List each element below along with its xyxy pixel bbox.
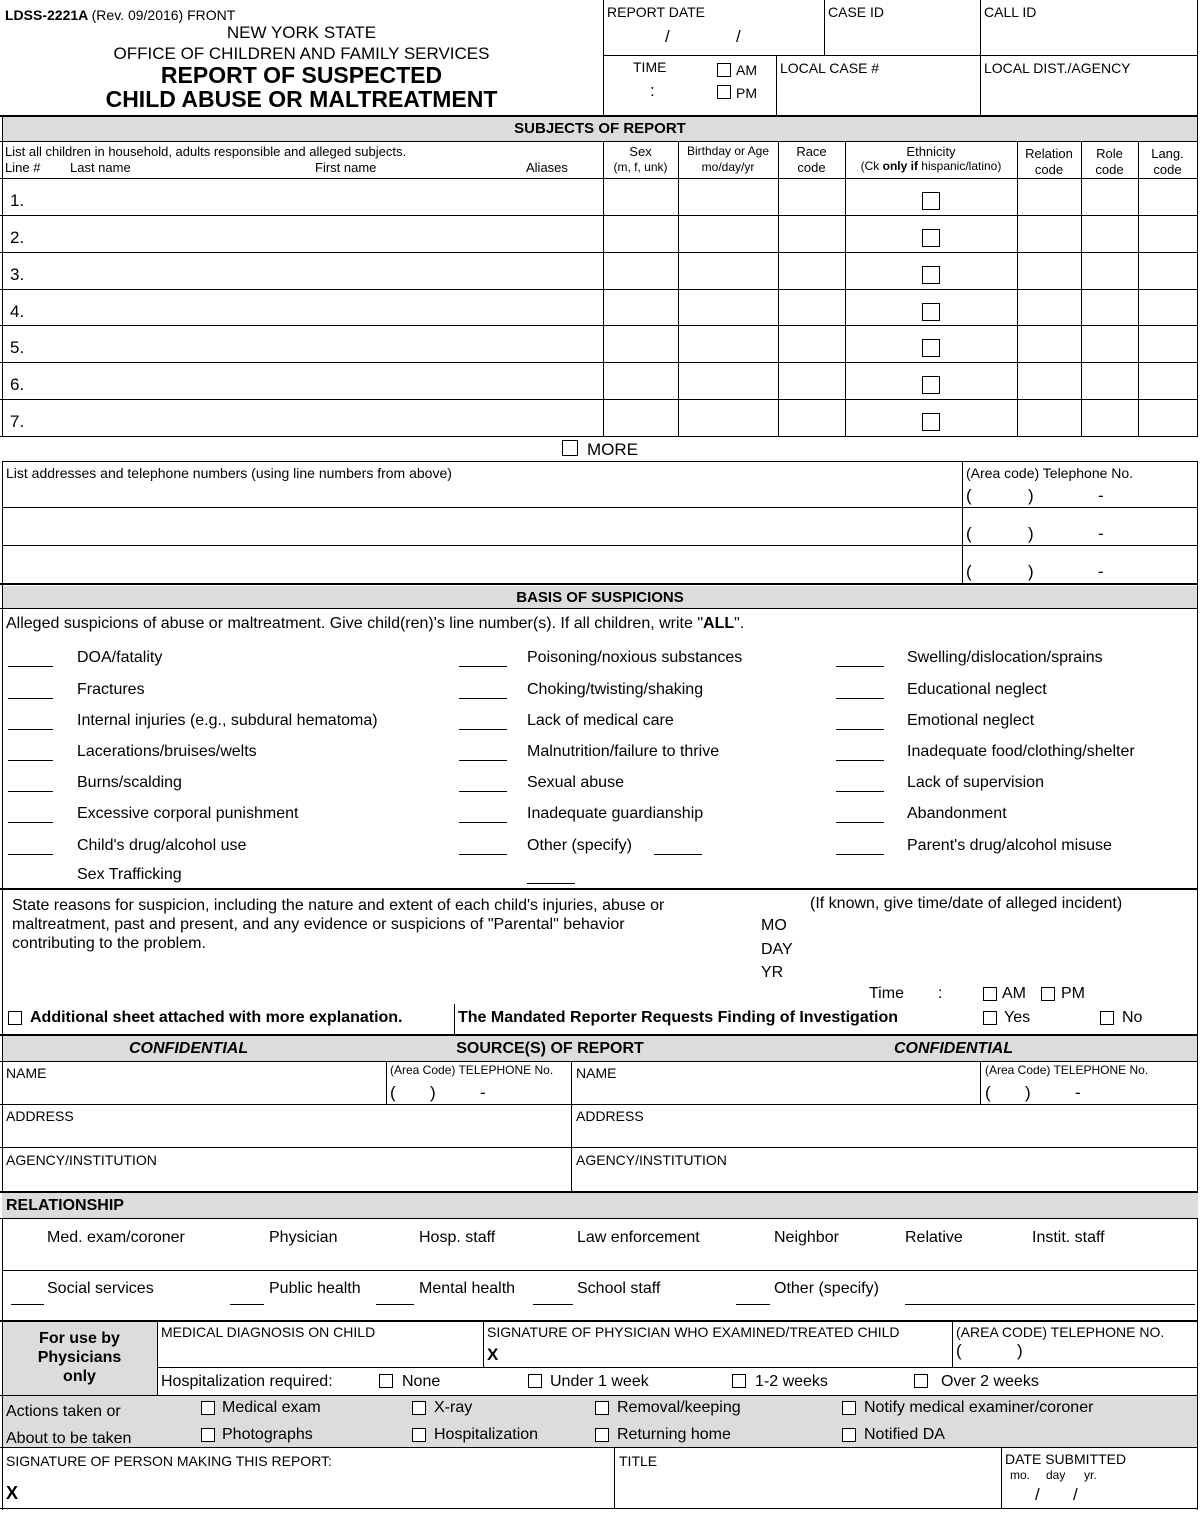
- reporter-signature-label: SIGNATURE OF PERSON MAKING THIS REPORT:: [6, 1453, 332, 1469]
- form-title-line2: CHILD ABUSE OR MALTREATMENT: [105, 86, 498, 112]
- day-label: DAY: [761, 941, 793, 958]
- finding-no-checkbox[interactable]: [1100, 1011, 1114, 1025]
- suspicion-fractures: Fractures: [77, 681, 145, 698]
- relationship-check-blank[interactable]: [736, 1304, 770, 1305]
- suspicion-lacerations-bruises-welts: Lacerations/bruises/welts: [77, 743, 257, 760]
- line-number-blank[interactable]: [836, 854, 884, 855]
- confidential-left: CONFIDENTIAL: [129, 1040, 249, 1057]
- address-phone-dash: -: [1098, 562, 1104, 581]
- medical-diagnosis-field[interactable]: [161, 1342, 479, 1364]
- finding-yes-checkbox[interactable]: [983, 1011, 997, 1025]
- suspicion-other-specify: Other (specify): [527, 837, 632, 854]
- suspicion-burns-scalding: Burns/scalding: [77, 774, 182, 791]
- subject-sex-field[interactable]: [605, 364, 676, 397]
- action-photographs-checkbox[interactable]: [201, 1428, 215, 1442]
- col-ethnicity: Ethnicity: [906, 144, 956, 159]
- line-number-blank[interactable]: [459, 854, 507, 855]
- address-phone-label: (Area code) Telephone No.: [966, 465, 1134, 481]
- line-number-blank[interactable]: [8, 791, 53, 792]
- subject-relation-field[interactable]: [1019, 291, 1079, 324]
- subject-sex-field[interactable]: [605, 401, 676, 434]
- source1-agency-label: AGENCY/INSTITUTION: [6, 1152, 157, 1168]
- incident-time-colon: :: [938, 985, 943, 1002]
- am-label: AM: [736, 62, 757, 78]
- time-label: TIME: [633, 59, 667, 75]
- subject-relation-field[interactable]: [1019, 254, 1079, 287]
- source2-phone-close: ): [1025, 1083, 1031, 1102]
- more-label: MORE: [587, 440, 638, 459]
- incident-date-field[interactable]: [800, 916, 1180, 982]
- reasons-field[interactable]: [8, 955, 748, 1001]
- line-number-blank[interactable]: [8, 760, 53, 761]
- subject-relation-field[interactable]: [1019, 327, 1079, 360]
- source2-phone-open: (: [985, 1083, 991, 1102]
- line-number-blank[interactable]: [459, 822, 507, 823]
- line-number-blank[interactable]: [836, 822, 884, 823]
- address-phone-field[interactable]: [975, 561, 1193, 581]
- actions-label-1: Actions taken or: [6, 1403, 121, 1420]
- address-field[interactable]: [6, 548, 956, 580]
- address-phone-open: (: [966, 562, 972, 581]
- subject-relation-field[interactable]: [1019, 217, 1079, 250]
- col-birthday: Birthday or Age: [686, 144, 770, 158]
- for-use-by-line3: only: [63, 1368, 96, 1385]
- subject-role-field[interactable]: [1083, 401, 1136, 434]
- actions-label-2: About to be taken: [6, 1430, 132, 1447]
- subject-name-field[interactable]: [32, 217, 601, 250]
- physician-signature-x: X: [487, 1345, 499, 1364]
- suspicion-excessive-corporal-punishment: Excessive corporal punishment: [77, 805, 299, 822]
- subject-lang-field[interactable]: [1140, 364, 1195, 397]
- row-divider: [0, 289, 1198, 290]
- hosp-none-label: None: [402, 1373, 441, 1390]
- for-use-by-line1: For use by: [39, 1330, 120, 1347]
- address-phone-open: (: [966, 486, 972, 505]
- subject-lang-field[interactable]: [1140, 254, 1195, 287]
- physician-signature-label: SIGNATURE OF PHYSICIAN WHO EXAMINED/TREATED CHILD: [487, 1324, 900, 1340]
- col-first-name: First name: [315, 160, 377, 175]
- subject-role-field[interactable]: [1083, 180, 1136, 213]
- line-number-blank[interactable]: [8, 822, 53, 823]
- hosp-1-2-weeks-checkbox[interactable]: [732, 1374, 746, 1388]
- subject-race-field[interactable]: [780, 401, 843, 434]
- subjects-instruction: List all children in household, adults responsible and alleged subjects.: [5, 144, 407, 159]
- incident-pm-checkbox[interactable]: [1041, 987, 1055, 1001]
- local-case-label: LOCAL CASE #: [780, 60, 880, 76]
- additional-sheet-checkbox[interactable]: [8, 1011, 22, 1025]
- sources-section-title: SOURCE(S) OF REPORT: [456, 1040, 644, 1057]
- relationship-school-staff[interactable]: School staff: [577, 1280, 661, 1297]
- if-known-label: (If known, give time/date of alleged incident): [810, 895, 1123, 912]
- subject-race-field[interactable]: [780, 180, 843, 213]
- reporter-signature-x: X: [6, 1483, 19, 1503]
- suspicion-parent-s-drug-alcohol-misuse: Parent's drug/alcohol misuse: [907, 837, 1112, 854]
- address-phone-open: (: [966, 524, 972, 543]
- subject-line-number: 5.: [10, 338, 25, 358]
- address-phone-field[interactable]: [975, 523, 1193, 543]
- col-lang: Lang.: [1151, 146, 1184, 161]
- action-photographs-label: Photographs: [222, 1426, 313, 1443]
- subject-birthday-field[interactable]: [680, 217, 776, 250]
- subject-line-number: 7.: [10, 412, 25, 432]
- hospitalization-label: Hospitalization required:: [161, 1373, 333, 1390]
- pm-checkbox[interactable]: [717, 85, 731, 99]
- local-dist-label: LOCAL DIST./AGENCY: [984, 60, 1131, 76]
- local-case-field[interactable]: [780, 78, 976, 112]
- subject-race-field[interactable]: [780, 217, 843, 250]
- call-id-field[interactable]: [984, 22, 1194, 52]
- form-id: LDSS-2221A (Rev. 09/2016) FRONT: [5, 7, 236, 23]
- subject-relation-field[interactable]: [1019, 180, 1079, 213]
- action-removal-keeping-checkbox[interactable]: [595, 1401, 609, 1415]
- subject-birthday-field[interactable]: [680, 364, 776, 397]
- ethnicity-checkbox[interactable]: [922, 266, 940, 284]
- subject-line-number: 6.: [10, 375, 25, 395]
- action-notify-medical-examiner-coroner-label: Notify medical examiner/coroner: [864, 1399, 1094, 1416]
- col-role-sub: code: [1095, 162, 1124, 177]
- subject-name-field[interactable]: [32, 401, 601, 434]
- ethnicity-checkbox[interactable]: [922, 303, 940, 321]
- date-slash-2: /: [736, 27, 741, 46]
- subject-role-field[interactable]: [1083, 327, 1136, 360]
- suspicion-lack-of-medical-care: Lack of medical care: [527, 712, 674, 729]
- physician-phone-close: ): [1017, 1341, 1023, 1360]
- date-submitted-mo: mo.: [1010, 1468, 1031, 1482]
- suspicion-abandonment: Abandonment: [907, 805, 1007, 822]
- col-race: Race: [796, 144, 827, 159]
- relationship-title: RELATIONSHIP: [6, 1197, 124, 1214]
- line-number-blank[interactable]: [8, 698, 53, 699]
- date-submitted-yr: yr.: [1084, 1468, 1097, 1482]
- source2-phone-dash: -: [1075, 1083, 1081, 1102]
- yr-label: YR: [761, 964, 784, 981]
- relationship-other-specify-blank[interactable]: [905, 1304, 1195, 1305]
- suspicion-poisoning-noxious-substances: Poisoning/noxious substances: [527, 649, 743, 666]
- ethnicity-checkbox[interactable]: [922, 339, 940, 357]
- subject-birthday-field[interactable]: [680, 254, 776, 287]
- mandated-reporter-label: The Mandated Reporter Requests Finding of Investigation: [458, 1009, 899, 1026]
- subject-birthday-field[interactable]: [680, 401, 776, 434]
- address-phone-close: ): [1028, 524, 1034, 543]
- subject-role-field[interactable]: [1083, 364, 1136, 397]
- state-name: NEW YORK STATE: [226, 23, 377, 42]
- action-hospitalization-label: Hospitalization: [434, 1426, 539, 1443]
- relationship-mental-health[interactable]: Mental health: [419, 1280, 516, 1297]
- line-number-blank[interactable]: [459, 666, 507, 667]
- action-notified-da-checkbox[interactable]: [842, 1428, 856, 1442]
- physician-signature-field[interactable]: [505, 1342, 948, 1364]
- subject-lang-field[interactable]: [1140, 180, 1195, 213]
- source1-agency-field[interactable]: [6, 1169, 566, 1189]
- relationship-check-blank[interactable]: [230, 1304, 264, 1305]
- date-submitted-label: DATE SUBMITTED: [1005, 1451, 1127, 1467]
- reasons-text-1: State reasons for suspicion, including the nature and extent of each child's injuries, abuse or: [12, 897, 665, 914]
- finding-no-label: No: [1122, 1009, 1143, 1026]
- relationship-check-blank[interactable]: [376, 1304, 414, 1305]
- subject-sex-field[interactable]: [605, 254, 676, 287]
- subject-sex-field[interactable]: [605, 180, 676, 213]
- address-phone-dash: -: [1098, 486, 1104, 505]
- line-number-blank[interactable]: [836, 729, 884, 730]
- relationship-check-blank[interactable]: [11, 1304, 44, 1305]
- subject-name-field[interactable]: [32, 364, 601, 397]
- ethnicity-checkbox[interactable]: [922, 413, 940, 431]
- subject-birthday-field[interactable]: [680, 180, 776, 213]
- confidential-right: CONFIDENTIAL: [894, 1040, 1014, 1057]
- col-relation-sub: code: [1034, 162, 1064, 177]
- subject-birthday-field[interactable]: [680, 291, 776, 324]
- action-hospitalization-checkbox[interactable]: [412, 1428, 426, 1442]
- subject-relation-field[interactable]: [1019, 364, 1079, 397]
- report-date-label: REPORT DATE: [607, 4, 706, 20]
- line-number-blank[interactable]: [8, 729, 53, 730]
- source2-name-field[interactable]: [576, 1082, 976, 1102]
- physician-phone-label: (AREA CODE) TELEPHONE NO.: [956, 1324, 1165, 1340]
- date-submitted-slash-1: /: [1035, 1485, 1040, 1504]
- relationship-other-specify[interactable]: Other (specify): [774, 1280, 879, 1297]
- mo-label: MO: [761, 917, 787, 934]
- subject-name-field[interactable]: [32, 291, 601, 324]
- line-number-blank[interactable]: [459, 729, 507, 730]
- col-sex-sub: (m, f, unk): [613, 160, 668, 174]
- suspicion-choking-twisting-shaking: Choking/twisting/shaking: [527, 681, 704, 698]
- subject-birthday-field[interactable]: [680, 327, 776, 360]
- hosp-over-2-weeks-label: Over 2 weeks: [941, 1373, 1039, 1390]
- subject-sex-field[interactable]: [605, 217, 676, 250]
- hosp-under-1-week-label: Under 1 week: [550, 1373, 649, 1390]
- line-number-blank[interactable]: [836, 698, 884, 699]
- subject-lang-field[interactable]: [1140, 401, 1195, 434]
- source2-agency-label: AGENCY/INSTITUTION: [576, 1152, 727, 1168]
- relationship-hosp-staff[interactable]: Hosp. staff: [419, 1229, 496, 1246]
- source2-name-label: NAME: [576, 1065, 617, 1081]
- address-phone-dash: -: [1098, 524, 1104, 543]
- date-slash-1: /: [665, 27, 670, 46]
- addresses-label: List addresses and telephone numbers (using line numbers from above): [6, 465, 452, 481]
- line-number-blank[interactable]: [459, 791, 507, 792]
- date-submitted-slash-2: /: [1073, 1485, 1078, 1504]
- action-removal-keeping-label: Removal/keeping: [617, 1399, 741, 1416]
- suspicion-sexual-abuse: Sexual abuse: [527, 774, 624, 791]
- line-number-blank[interactable]: [459, 698, 507, 699]
- subject-line-number: 4.: [10, 301, 25, 321]
- source1-address-label: ADDRESS: [6, 1108, 74, 1124]
- subject-lang-field[interactable]: [1140, 217, 1195, 250]
- date-submitted-day: day: [1046, 1468, 1066, 1482]
- subject-race-field[interactable]: [780, 291, 843, 324]
- subject-name-field[interactable]: [32, 327, 601, 360]
- incident-pm-label: PM: [1061, 985, 1085, 1002]
- other-specify-inline-blank[interactable]: [654, 854, 702, 855]
- ethnicity-checkbox[interactable]: [922, 376, 940, 394]
- subject-role-field[interactable]: [1083, 254, 1136, 287]
- ethnicity-checkbox[interactable]: [922, 229, 940, 247]
- col-birthday-sub: mo/day/yr: [701, 160, 755, 174]
- subject-lang-field[interactable]: [1140, 327, 1195, 360]
- form-title-line1: REPORT OF SUSPECTED: [160, 62, 443, 88]
- relationship-check-blank[interactable]: [533, 1304, 573, 1305]
- action-medical-exam-label: Medical exam: [222, 1399, 321, 1416]
- incident-time-label: Time: [869, 985, 904, 1002]
- col-role: Role: [1096, 146, 1123, 161]
- local-dist-field[interactable]: [984, 78, 1194, 112]
- office-name: OFFICE OF CHILDREN AND FAMILY SERVICES: [113, 44, 490, 63]
- subject-role-field[interactable]: [1083, 291, 1136, 324]
- line-number-blank[interactable]: [836, 791, 884, 792]
- line-number-blank[interactable]: [8, 666, 53, 667]
- subject-race-field[interactable]: [780, 327, 843, 360]
- subject-race-field[interactable]: [780, 364, 843, 397]
- subjects-section-title: SUBJECTS OF REPORT: [514, 120, 686, 137]
- action-x-ray-checkbox[interactable]: [412, 1401, 426, 1415]
- medical-diagnosis-label: MEDICAL DIAGNOSIS ON CHILD: [161, 1324, 376, 1340]
- reporter-title-field[interactable]: [619, 1472, 997, 1504]
- address-phone-close: ): [1028, 562, 1034, 581]
- physician-phone-open: (: [956, 1341, 962, 1360]
- subject-lang-field[interactable]: [1140, 291, 1195, 324]
- row-divider: [0, 325, 1198, 326]
- case-id-field[interactable]: [828, 22, 976, 52]
- suspicion-malnutrition-failure-to-thrive: Malnutrition/failure to thrive: [527, 743, 720, 760]
- additional-sheet-label: Additional sheet attached with more explanation.: [30, 1009, 403, 1026]
- action-notify-medical-examiner-coroner-checkbox[interactable]: [842, 1401, 856, 1415]
- reasons-text-2: maltreatment, past and present, and any evidence or suspicions of "Parental" behavior: [12, 916, 625, 933]
- source1-name-label: NAME: [6, 1065, 47, 1081]
- hosp-over-2-weeks-checkbox[interactable]: [914, 1374, 928, 1388]
- reasons-text-3: contributing to the problem.: [12, 935, 206, 952]
- col-relation: Relation: [1025, 146, 1073, 161]
- hosp-under-1-week-checkbox[interactable]: [528, 1374, 542, 1388]
- pm-label: PM: [736, 85, 757, 101]
- reporter-title-label: TITLE: [619, 1453, 658, 1469]
- for-use-by-line2: Physicians: [37, 1349, 122, 1366]
- other-specify-blank[interactable]: [527, 883, 575, 884]
- finding-yes-label: Yes: [1004, 1009, 1031, 1026]
- reporter-signature-field[interactable]: [24, 1472, 610, 1504]
- source1-name-field[interactable]: [6, 1082, 382, 1102]
- suspicion-educational-neglect: Educational neglect: [907, 681, 1047, 698]
- hosp-1-2-weeks-label: 1-2 weeks: [755, 1373, 828, 1390]
- report-date-field[interactable]: [607, 20, 822, 52]
- row-divider: [0, 362, 1198, 363]
- relationship-social-services[interactable]: Social services: [47, 1280, 154, 1297]
- line-number-blank[interactable]: [836, 666, 884, 667]
- line-number-blank[interactable]: [836, 760, 884, 761]
- subject-line-number: 1.: [10, 191, 25, 210]
- relationship-public-health[interactable]: Public health: [269, 1280, 361, 1297]
- suspicion-inadequate-guardianship: Inadequate guardianship: [527, 805, 704, 822]
- subject-name-field[interactable]: [32, 180, 601, 213]
- suspicion-doa-fatality: DOA/fatality: [77, 649, 163, 666]
- action-medical-exam-checkbox[interactable]: [201, 1401, 215, 1415]
- date-submitted-field[interactable]: [1005, 1482, 1195, 1506]
- source2-address-label: ADDRESS: [576, 1108, 644, 1124]
- source2-address-field[interactable]: [576, 1125, 1194, 1145]
- subject-sex-field[interactable]: [605, 291, 676, 324]
- subject-race-field[interactable]: [780, 254, 843, 287]
- ethnicity-checkbox[interactable]: [922, 192, 940, 210]
- subject-role-field[interactable]: [1083, 217, 1136, 250]
- hosp-none-checkbox[interactable]: [379, 1374, 393, 1388]
- subject-relation-field[interactable]: [1019, 401, 1079, 434]
- suspicion-child-s-drug-alcohol-use: Child's drug/alcohol use: [77, 837, 247, 854]
- col-sex: Sex: [629, 144, 652, 159]
- suspicion-lack-of-supervision: Lack of supervision: [907, 774, 1044, 791]
- suspicion-inadequate-food-clothing-shelter: Inadequate food/clothing/shelter: [907, 743, 1135, 760]
- address-field[interactable]: [6, 481, 956, 504]
- call-id-label: CALL ID: [984, 4, 1037, 20]
- source2-phone-label: (Area Code) TELEPHONE No.: [985, 1063, 1149, 1077]
- col-last-name: Last name: [70, 160, 131, 175]
- col-lang-sub: code: [1153, 162, 1182, 177]
- row-divider: [0, 399, 1198, 400]
- relationship-physician[interactable]: Physician: [269, 1229, 338, 1246]
- source1-phone-open: (: [390, 1083, 396, 1102]
- suspicion-emotional-neglect: Emotional neglect: [907, 712, 1035, 729]
- relationship-instit-staff[interactable]: Instit. staff: [1032, 1229, 1105, 1246]
- address-phone-field[interactable]: [975, 485, 1193, 505]
- subject-line-number: 2.: [10, 227, 25, 247]
- source1-address-field[interactable]: [6, 1125, 566, 1145]
- line-number-blank[interactable]: [8, 854, 53, 855]
- col-line: Line #: [5, 160, 41, 175]
- source1-phone-close: ): [430, 1083, 436, 1102]
- row-divider: [0, 215, 1198, 216]
- subject-line-number: 3.: [10, 264, 25, 284]
- am-checkbox[interactable]: [717, 63, 731, 77]
- suspicion-swelling-dislocation-sprains: Swelling/dislocation/sprains: [907, 649, 1103, 666]
- time-colon: :: [650, 81, 655, 100]
- more-checkbox[interactable]: [562, 440, 578, 456]
- relationship-neighbor[interactable]: Neighbor: [774, 1229, 839, 1246]
- col-ethnicity-sub: (Ck only if hispanic/latino): [860, 159, 1002, 173]
- suspicion-sex-trafficking: Sex Trafficking: [77, 866, 182, 883]
- col-race-sub: code: [797, 160, 826, 175]
- basis-instruction: Alleged suspicions of abuse or maltreatment. Give child(ren)'s line number(s). If all children, write "ALL".: [6, 615, 745, 632]
- action-returning-home-checkbox[interactable]: [595, 1428, 609, 1442]
- action-returning-home-label: Returning home: [617, 1426, 731, 1443]
- source2-agency-field[interactable]: [576, 1169, 1194, 1189]
- subject-sex-field[interactable]: [605, 327, 676, 360]
- suspicion-internal-injuries-e-g-subdural-hematoma: Internal injuries (e.g., subdural hematoma): [77, 712, 378, 729]
- subject-name-field[interactable]: [32, 254, 601, 287]
- incident-am-checkbox[interactable]: [983, 987, 997, 1001]
- case-id-label: CASE ID: [828, 4, 885, 20]
- incident-am-label: AM: [1002, 985, 1026, 1002]
- relationship-law-enforcement[interactable]: Law enforcement: [577, 1229, 700, 1246]
- source1-phone-label: (Area Code) TELEPHONE No.: [390, 1063, 554, 1077]
- line-number-blank[interactable]: [459, 760, 507, 761]
- basis-section-title: BASIS OF SUSPICIONS: [516, 589, 684, 606]
- source1-phone-dash: -: [480, 1083, 486, 1102]
- address-field[interactable]: [6, 510, 956, 542]
- address-phone-close: ): [1028, 486, 1034, 505]
- relationship-med-exam-coroner[interactable]: Med. exam/coroner: [47, 1229, 185, 1246]
- row-divider: [0, 252, 1198, 253]
- relationship-relative[interactable]: Relative: [905, 1229, 963, 1246]
- action-x-ray-label: X-ray: [434, 1399, 473, 1416]
- col-aliases: Aliases: [526, 160, 568, 175]
- action-notified-da-label: Notified DA: [864, 1426, 945, 1443]
